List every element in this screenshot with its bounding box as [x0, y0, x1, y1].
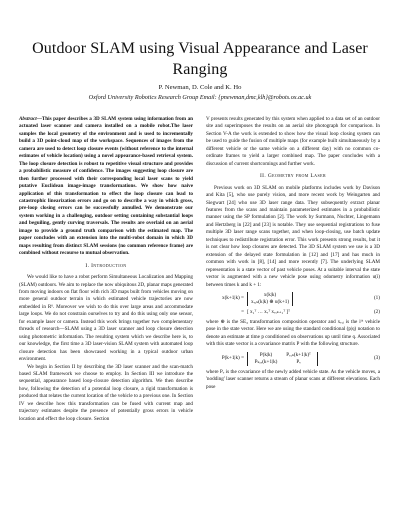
- equation-1-row-2: xᵥ,ₖ(k|k) ⊕ u(k+1): [251, 298, 290, 305]
- title-line-2: Ranging: [172, 61, 228, 78]
- geometry-paragraph-2: where ⊕ is the SE₃ transformation composition operator and xᵥ,ᵢ is the iᵗʰ vehicle pose in the state vector. Here we are using the standard conditional (p|q) notation to denote an estimate at time p conditioned on observations up until time q. Associated with this state vector is a covariance matrix P with the following structure.: [206, 318, 380, 348]
- abstract-text: —This paper describes a 3D SLAM system using information from an actuated laser scanner and camera installed on a mobile robot.The laser samples the local geometry of the environment and is used to incrementally build a 3D point-cloud map of the workspace. Sequences of images from the camera are used to detect loop closure events (without reference to the internal estimates of vehicle location) using a novel appearance-based retrieval system. The loop closure detection is robust to repetitive visual structure and provides a probabilistic measure of confidence. The images suggesting loop closure are then further processed with their corresponding local laser scans to yield putative Euclidean image-image transformations. We show how naive application of this transformation to effect the loop closure can lead to catastrophic linearization errors and go on to describe a way in which gross, pre-loop closing errors can be successfully annulled. We demonstrate our system working in a challenging, outdoor setting containing substantial loops and beguiling, gently curving traversals. The results are overlaid on an aerial image to provide a ground truth comparison with the estimated map. The paper concludes with an extension into the multi-robot domain in which 3D maps resulting from distinct SLAM sessions (no common reference frame) are combined without recourse to mutual observation.: [19, 116, 193, 257]
- equation-2: = [ x₁ᵀ … xᵥᵀ xᵥ,ₖ₊₁ᵀ ]ᵀ (2): [241, 308, 380, 315]
- right-column: [206, 116, 380, 391]
- equation-3-c: Pᵥ,ₖ(k+1|k)ᵀ: [286, 351, 311, 358]
- equation-1: [206, 292, 380, 306]
- section-heading-geometry: II. Geometry from Laser: [259, 173, 327, 180]
- equation-3-a: P(k|k): [259, 351, 273, 358]
- geometry-paragraph-3: where Pᵥ is the covariance of the newly added vehicle state. As the vehicle moves, a 'nodding' laser scanner returns a stream of planar scans at different elevations. Each pose: [206, 368, 380, 390]
- equation-1-row-1: x(k|k): [263, 291, 277, 298]
- equation-3-lhs: P(k+1|k) =: [221, 355, 244, 362]
- equation-1-number: (1): [373, 295, 380, 302]
- equation-2-number: (2): [373, 308, 380, 315]
- section-heading-introduction: I. Introduction: [85, 262, 127, 269]
- equation-1-lhs: x(k+1|k) =: [221, 295, 244, 302]
- abstract: [19, 116, 193, 258]
- authors: P. Newman, D. Cole and K. Ho: [158, 84, 242, 91]
- abstract-label: Abstract: [19, 116, 37, 122]
- intro-paragraph-continued: V presents results generated by this system when applied to a data set of an outdoor site and superimposes the results on an aerial site photograph for comparison. In Section V-A the work is extended to show how the visual loop closing system can be used to guide the fusion of multiple maps (for example built simultaneously by a different vehicle or the same vehicle on a different day) with no common co-ordinate frames to yield a larger combined map. The paper concludes with a discussion of current shortcomings and further work.: [206, 116, 380, 167]
- affiliation: Oxford University Robotics Research Group Email: {pnewman,dmc,klh}@robots.ox.ac.uk: [88, 94, 312, 101]
- intro-paragraph-1: We would like to have a robot perform Simultaneous Localization and Mapping (SLAM) outdoors. We aim to replace the now ubiquitous 2D, planar maps generated from moving indoors on flat floor with rich 3D maps built from vehicles moving on more general outdoor terrain in which estimated vehicle trajectories are now embedded in R⁶. Moreover we wish to do this over large areas and accommodate large loops. We do not constrain ourselves to try and do this using only one sensor, for example laser or camera. Instead this work brings together two complementary threads of research—SLAM using a 3D laser scanner and loop closure detection using photometric information. The resulting system which we describe here is, to our knowledge, the first time a 3D laser-vision SLAM system with automated loop closure detection has been showcased working in a typical outdoor urban environment.: [19, 274, 193, 363]
- geometry-paragraph-1: Previous work on 3D SLAM on mobile platforms includes work by Davison and Kita [5], who use purely vision, and more recent work by Weingarten and Siegwart [24] who use 3D laser range data. They subsequently extract planar features from the scans and maintain parameterized estimates in a probabilistic manner using the SP formulation [2]. The work by Surmann, Nuchter, Lingemann and Hertzberg in [22] and [23] is notable. They use sequential registrations to fuse multiple 3D laser range scans together, and when loop-closing, use batch update techniques to redistribute registration error. This work presents strong results, but it is not clear how loop closures are detected. The 3D SLAM system we use is a 3D extension of the delayed state formulation in [12] and [17] and has much in common with work in [8], [14] and more recently [7]. The underlying SLAM representation is a state vector of past vehicle poses. At a suitable interval the state vector is augmented with a new vehicle pose using odometry information u(i) between times k and k + 1:: [206, 184, 380, 288]
- equation-3-number: (3): [373, 355, 380, 362]
- left-column: [19, 116, 193, 423]
- equation-2-body: [ x₁ᵀ … xᵥᵀ xᵥ,ₖ₊₁ᵀ ]ᵀ: [247, 308, 291, 315]
- paper-title: [0, 38, 400, 80]
- equation-3: [206, 352, 380, 366]
- title-line-1: Outdoor SLAM using Visual Appearance and Laser: [32, 40, 368, 57]
- equation-3-d: Pᵥ: [296, 358, 301, 365]
- intro-paragraph-2: We begin in Section II by describing the 3D laser scanner and the scan-match based SLAM framework we choose to employ. In Section III we introduce the sequential, appearance based loop-closure detection algorithm. We then describe how, following the detection of a potential loop closure, a rigid transformation is produced that relates the current location of the vehicle to a previous one. In Section IV we describe how this transformation can be fused with current map and trajectory estimates despite the presence of potentially gross errors in vehicle location and effect the loop closure. Section: [19, 363, 193, 422]
- equation-3-b: Pₖ,ᵥ(k+1|k): [254, 358, 278, 365]
